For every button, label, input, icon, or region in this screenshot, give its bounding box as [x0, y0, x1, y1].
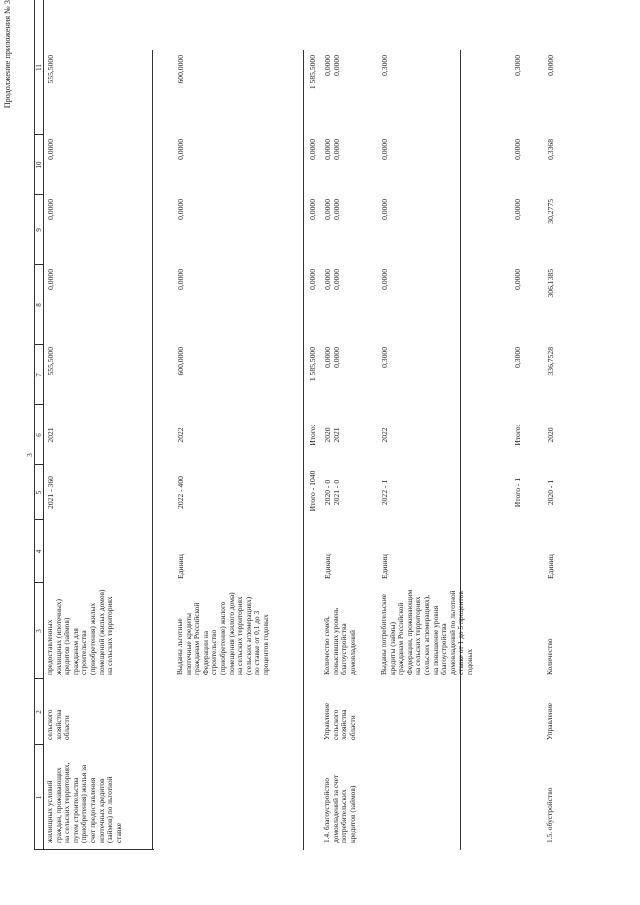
row-7-responsible: Управление	[545, 702, 554, 740]
continuation-note: Продолжение приложения № 3	[3, 0, 12, 109]
row-2-regional: 0,0000	[308, 199, 317, 220]
row-7-year: 2020	[546, 427, 555, 443]
row-7-local: 0,3368	[546, 139, 555, 160]
col-header-3: 3	[35, 629, 43, 633]
row-3-indicator: Количество семей, повысивших уровень благоустройства домовладений	[322, 607, 357, 675]
row-5-unit: Единиц	[380, 554, 389, 579]
row-2-other: 1 585,5000	[308, 55, 317, 90]
row-4-total: 0,0000	[332, 347, 341, 368]
row-3-target: 2020 - 0	[323, 479, 332, 506]
row-4-target: 2021 - 0	[332, 479, 341, 506]
col-header-10: 10	[35, 161, 43, 169]
row-5-year: 2022	[380, 427, 389, 443]
row-3-activity-name: 1.4. благоустройство домовладений за счет потребительских кредитов (займов)	[322, 774, 357, 843]
row-3-year: 2020	[323, 427, 332, 443]
row-1-local: 0,0000	[176, 139, 185, 160]
row-7-unit: Единиц	[546, 554, 555, 579]
col-header-6: 6	[35, 433, 43, 437]
row-5-indicator: Выданы потребительские кредиты (займы) гражданам Российской Федерации, проживающим на сельских территориях (сельских агломерациях), на повышение уровня благоустройства домовладений по льготной ставке от 1 до 5 процентов годовых	[379, 589, 474, 675]
row-7-target: 2020 - 1	[546, 479, 555, 506]
row-1-other: 600,0000	[176, 55, 185, 84]
page-number: 3	[26, 453, 34, 457]
row-5-local: 0,0000	[380, 139, 389, 160]
row-7-regional: 30,2775	[546, 199, 555, 224]
col-header-9: 9	[35, 228, 43, 232]
row-4-regional: 0,0000	[332, 199, 341, 220]
row-0-year: 2021	[46, 427, 55, 443]
row-1-total: 600,0000	[176, 347, 185, 376]
row-3-other: 0,0000	[323, 55, 332, 76]
col-header-5: 5	[35, 490, 43, 495]
col-header-4: 4	[35, 549, 43, 554]
row-3-responsible: Управление сельского хозяйства области	[322, 702, 357, 740]
row-separator	[303, 50, 304, 850]
row-5-federal: 0,0000	[380, 269, 389, 290]
col-header-2: 2	[35, 710, 43, 714]
row-0-local: 0,0000	[46, 139, 55, 160]
col-header-8: 8	[35, 303, 43, 307]
row-7-activity-name: 1.5. обустройство	[545, 787, 554, 843]
table-left-edge	[34, 849, 154, 850]
row-6-year: Итого:	[513, 424, 522, 446]
col-header-11: 11	[35, 64, 43, 71]
row-3-regional: 0,0000	[323, 199, 332, 220]
row-0-federal: 0,0000	[46, 269, 55, 290]
row-separator	[460, 50, 461, 850]
row-2-target: Итого - 1040	[308, 470, 317, 512]
row-2-year: Итого:	[308, 424, 317, 446]
row-0-regional: 0,0000	[46, 199, 55, 220]
row-6-other: 0,3000	[513, 55, 522, 76]
row-7-indicator: Количество	[545, 638, 554, 675]
row-1-year: 2022	[176, 427, 185, 443]
row-5-target: 2022 - 1	[380, 479, 389, 506]
row-4-federal: 0,0000	[332, 269, 341, 290]
row-3-local: 0,0000	[323, 139, 332, 160]
row-4-other: 0,0000	[332, 55, 341, 76]
row-1-target: 2022 - 400	[176, 476, 185, 509]
row-1-unit: Единиц	[176, 554, 185, 579]
row-0-target: 2021 - 360	[46, 476, 55, 509]
row-1-indicator: Выданы льготные ипотечные кредиты гражданам Российской Федерации на строительство (приобретение) жилого помещения (жилого дома) на сельских территориях (сельских агломерациях) по ставке от 0,1 до 3 процентов годовых	[175, 592, 270, 675]
row-6-regional: 0,0000	[513, 199, 522, 220]
row-6-target: Итого - 1	[513, 477, 522, 508]
row-2-federal: 0,0000	[308, 269, 317, 290]
row-1-federal: 0,0000	[176, 269, 185, 290]
row-0-responsible: сельского хозяйства области	[45, 709, 72, 740]
row-0-activity-name: жилищных условий граждан, проживающих на сельских территориях, путем строительства (приобретения) жилья за счет предоставления ипотечных кредитов (займов) по льготной ставке	[45, 762, 123, 843]
row-0-other: 555,5000	[46, 55, 55, 84]
row-3-unit: Единиц	[323, 554, 332, 579]
row-4-year: 2021	[332, 427, 341, 443]
row-7-other: 0,0000	[546, 55, 555, 76]
row-5-regional: 0,0000	[380, 199, 389, 220]
row-3-federal: 0,0000	[323, 269, 332, 290]
header-bottom-rule	[43, 0, 44, 850]
row-2-local: 0,0000	[308, 139, 317, 160]
row-5-other: 0,3000	[380, 55, 389, 76]
row-6-total: 0,3000	[513, 347, 522, 368]
col-header-1: 1	[35, 795, 43, 800]
col-header-7: 7	[35, 373, 43, 377]
row-separator	[152, 50, 153, 850]
row-7-federal: 306,1385	[546, 269, 555, 298]
row-6-local: 0,0000	[513, 139, 522, 160]
row-0-indicator: предоставленных жилищных (ипотечных) кредитов (займов) гражданам для строительства (приобретения) жилых помещений (жилых домов) на сельских территориях	[45, 589, 115, 675]
row-2-total: 1 585,5000	[308, 347, 317, 382]
row-1-regional: 0,0000	[176, 199, 185, 220]
row-4-local: 0,0000	[332, 139, 341, 160]
row-3-total: 0,0000	[323, 347, 332, 368]
row-7-total: 336,7528	[546, 347, 555, 376]
row-6-federal: 0,0000	[513, 269, 522, 290]
row-0-total: 555,5000	[46, 347, 55, 376]
row-5-total: 0,3000	[380, 347, 389, 368]
